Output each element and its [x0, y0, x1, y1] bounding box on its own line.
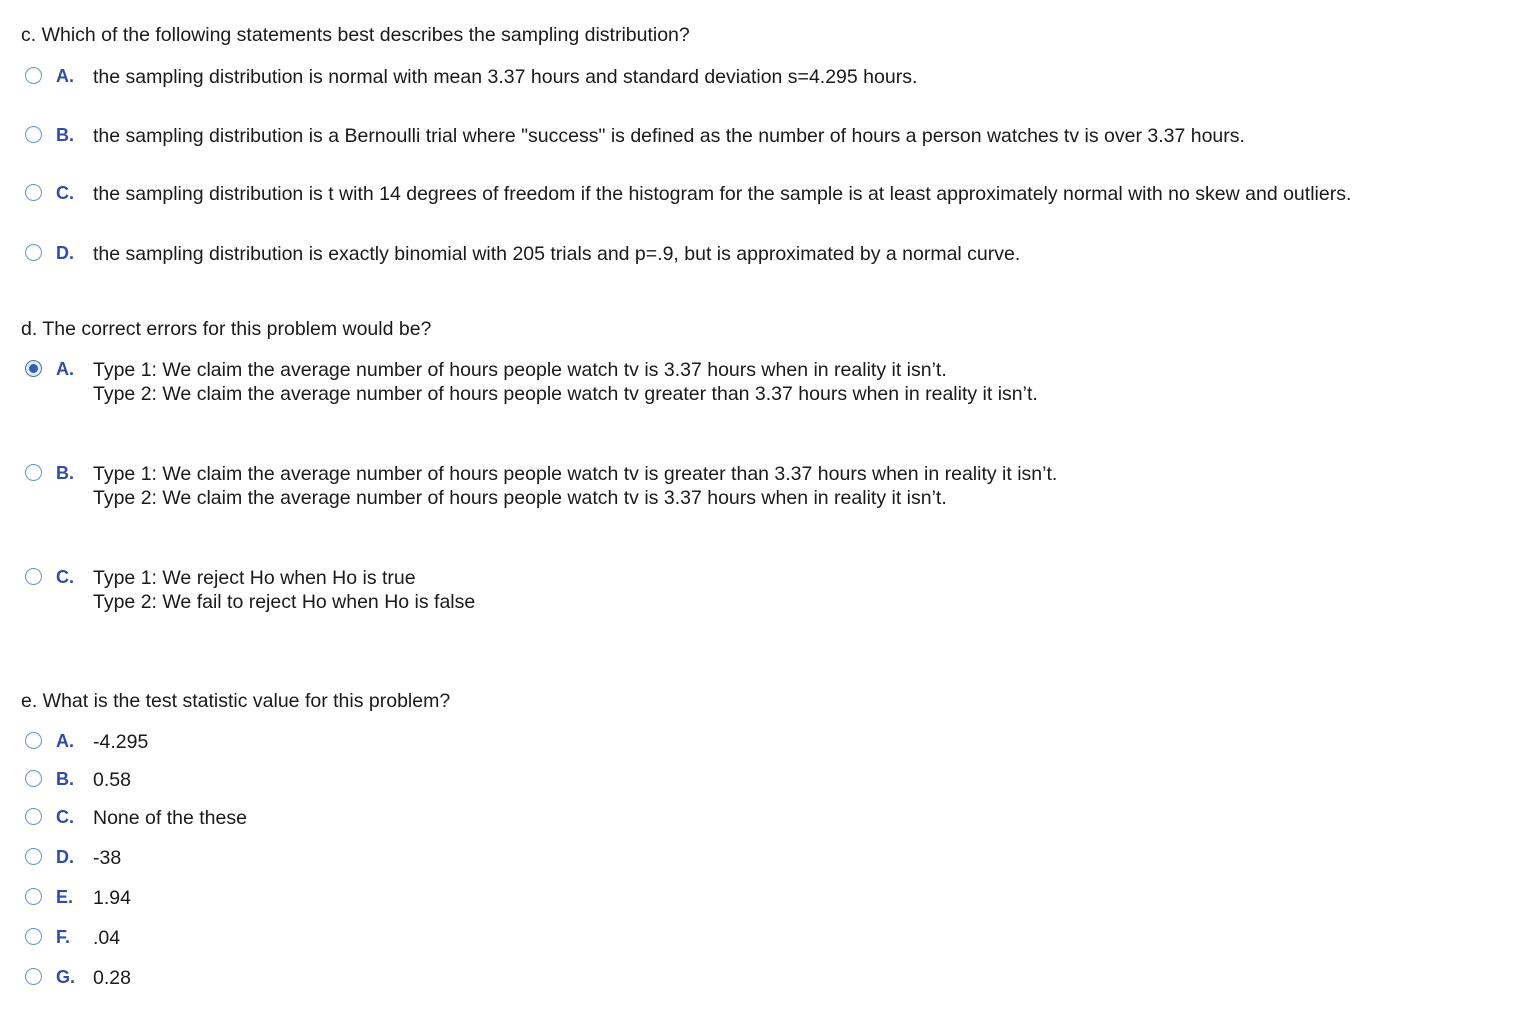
radio-button[interactable]	[25, 888, 42, 905]
radio-button[interactable]	[25, 464, 42, 481]
option-letter: D.	[56, 847, 74, 867]
radio-button[interactable]	[25, 126, 42, 143]
radio-button[interactable]	[25, 568, 42, 585]
option-text	[93, 462, 1057, 510]
option-text: 1.94	[93, 887, 131, 909]
option-letter: B.	[56, 125, 74, 145]
option-c-a[interactable]	[25, 65, 917, 89]
option-letter: A.	[56, 66, 74, 86]
option-text: the sampling distribution is exactly binomial with 205 trials and p=.9, but is approximated by a normal curve.	[93, 243, 1021, 265]
radio-button[interactable]	[25, 184, 42, 201]
option-c-d[interactable]	[25, 242, 1020, 266]
option-letter: E.	[56, 887, 74, 907]
option-letter: A.	[56, 731, 74, 751]
option-line-2: Type 2: We claim the average number of hours people watch tv is 3.37 hours when in reality it isn’t.	[93, 487, 947, 509]
option-letter: C.	[56, 183, 74, 203]
option-letter: C.	[56, 807, 74, 827]
radio-button[interactable]	[25, 808, 42, 825]
option-e-g[interactable]	[25, 966, 131, 990]
radio-button[interactable]	[25, 848, 42, 865]
option-line-1: Type 1: We claim the average number of hours people watch tv is greater than 3.37 hours when in reality it isn’t.	[93, 463, 1058, 485]
option-text: the sampling distribution is t with 14 degrees of freedom if the histogram for the sample is at least approximately normal with no skew and outliers.	[93, 183, 1352, 205]
option-letter: A.	[56, 359, 74, 379]
option-line-1: Type 1: We claim the average number of hours people watch tv is 3.37 hours when in reality it isn’t.	[93, 359, 947, 381]
radio-button[interactable]	[25, 968, 42, 985]
radio-button[interactable]	[25, 732, 42, 749]
option-text	[93, 566, 475, 614]
radio-button[interactable]	[25, 928, 42, 945]
option-e-d[interactable]	[25, 846, 121, 870]
option-e-a[interactable]	[25, 730, 148, 754]
option-text: the sampling distribution is normal with mean 3.37 hours and standard deviation s=4.295 hours.	[93, 66, 918, 88]
radio-button[interactable]	[25, 244, 42, 261]
question-e: e. What is the test statistic value for this problem?	[21, 690, 451, 712]
option-text: .04	[93, 927, 121, 949]
option-d-a[interactable]	[25, 358, 1038, 406]
option-letter: C.	[56, 567, 74, 587]
option-e-b[interactable]	[25, 768, 131, 792]
option-text	[93, 358, 1038, 406]
option-line-2: Type 2: We claim the average number of hours people watch tv greater than 3.37 hours when in reality it isn’t.	[93, 383, 1038, 405]
radio-button-selected[interactable]	[25, 360, 42, 377]
question-c: c. Which of the following statements best describes the sampling distribution?	[21, 24, 690, 46]
radio-button[interactable]	[25, 770, 42, 787]
option-d-b[interactable]	[25, 462, 1057, 510]
radio-button[interactable]	[25, 67, 42, 84]
option-text: -4.295	[93, 731, 149, 753]
option-line-1: Type 1: We reject Ho when Ho is true	[93, 567, 416, 589]
option-text: 0.28	[93, 967, 131, 989]
option-letter: G.	[56, 967, 76, 987]
option-text: the sampling distribution is a Bernoulli trial where "success" is defined as the number of hours a person watches tv is over 3.37 hours.	[93, 125, 1245, 147]
option-e-e[interactable]	[25, 886, 131, 910]
question-d: d. The correct errors for this problem would be?	[21, 318, 432, 340]
option-line-2: Type 2: We fail to reject Ho when Ho is false	[93, 591, 476, 613]
option-e-f[interactable]	[25, 926, 120, 950]
option-letter: B.	[56, 769, 74, 789]
option-text: -38	[93, 847, 122, 869]
option-e-c[interactable]	[25, 806, 247, 830]
option-c-b[interactable]	[25, 124, 1245, 148]
option-text: 0.58	[93, 769, 131, 791]
option-letter: D.	[56, 243, 74, 263]
option-d-c[interactable]	[25, 566, 475, 614]
option-text: None of the these	[93, 807, 247, 829]
option-letter: F.	[56, 927, 71, 947]
option-letter: B.	[56, 463, 74, 483]
option-c-c[interactable]	[25, 182, 1351, 206]
